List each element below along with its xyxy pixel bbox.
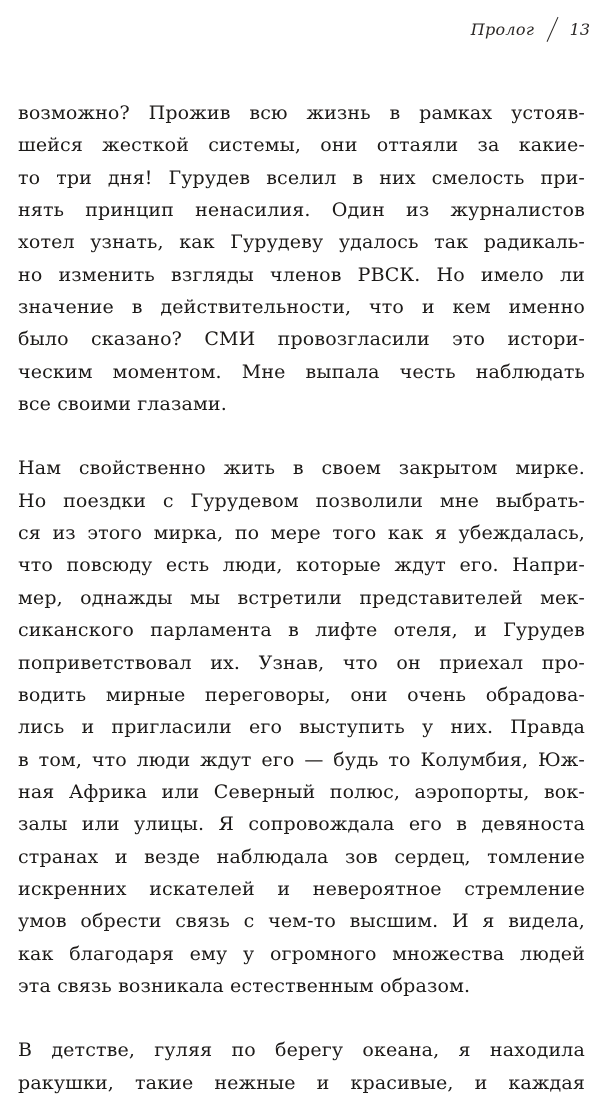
text-line: ся из этого мирка, по мере того как я убеждалась, [18, 522, 585, 545]
text-line: мер, однажды мы встретили представителей мек- [18, 586, 585, 609]
text-line: ракушки, такие нежные и красивые, и каждая [18, 1071, 585, 1094]
text-line: В детстве, гуляя по берегу океана, я находила [18, 1039, 585, 1062]
text-line: ная Африка или Северный полюс, аэропорты, вок- [18, 780, 585, 803]
running-header [471, 16, 590, 43]
text-line: умов обрести связь с чем-то высшим. И я видела, [18, 910, 585, 933]
section-title: Пролог [470, 20, 535, 39]
text-line: нять принцип ненасилия. Один из журналистов [18, 199, 585, 222]
text-line: но изменить взгляды членов РВСК. Но имело ли [18, 263, 585, 286]
text-line: как благодаря ему у огромного множества людей [18, 942, 585, 965]
text-line: залы или улицы. Я сопровождала его в девяноста [18, 813, 585, 836]
text-line: странах и везде наблюдала зов сердец, томление [18, 845, 585, 868]
text-line: искренних искателей и невероятное стремление [18, 877, 585, 900]
text-line: хотел узнать, как Гурудеву удалось так радикаль- [18, 231, 585, 254]
text-line: сиканского парламента в лифте отеля, и Гурудев [18, 619, 585, 642]
text-line: было сказано? СМИ провозгласили это истори- [18, 328, 585, 351]
text-line: в том, что люди ждут его — будь то Колумбия, Юж- [18, 748, 585, 771]
paragraph-2 [18, 452, 585, 1002]
text-line: все своими глазами. [18, 393, 227, 416]
header-separator [547, 17, 559, 42]
page-number: 13 [569, 20, 590, 39]
text-line: ческим моментом. Мне выпала честь наблюдать [18, 360, 585, 383]
text-line: Нам свойственно жить в своем закрытом мирке. [18, 457, 585, 480]
paragraph-gap [18, 420, 585, 452]
text-line: что повсюду есть люди, которые ждут его. Напри- [18, 554, 585, 577]
text-line: лись и пригласили его выступить у них. Правда [18, 716, 585, 739]
text-body [18, 97, 585, 1099]
paragraph-gap [18, 1002, 585, 1034]
paragraph-3 [18, 1034, 585, 1099]
paragraph-1 [18, 97, 585, 420]
text-line: то три дня! Гурудев вселил в них смелость при- [18, 166, 585, 189]
text-line: возможно? Прожив всю жизнь в рамках устояв- [18, 102, 585, 124]
text-line: поприветствовал их. Узнав, что он приехал про- [18, 651, 585, 674]
text-line: водить мирные переговоры, они очень обрадова- [18, 683, 585, 706]
text-line: значение в действительности, что и кем именно [18, 296, 585, 319]
text-line: шейся жесткой системы, они оттаяли за какие- [18, 134, 585, 157]
text-line: Но поездки с Гурудевом позволили мне выбрать- [18, 489, 585, 512]
text-line: эта связь возникала естественным образом. [18, 974, 471, 997]
